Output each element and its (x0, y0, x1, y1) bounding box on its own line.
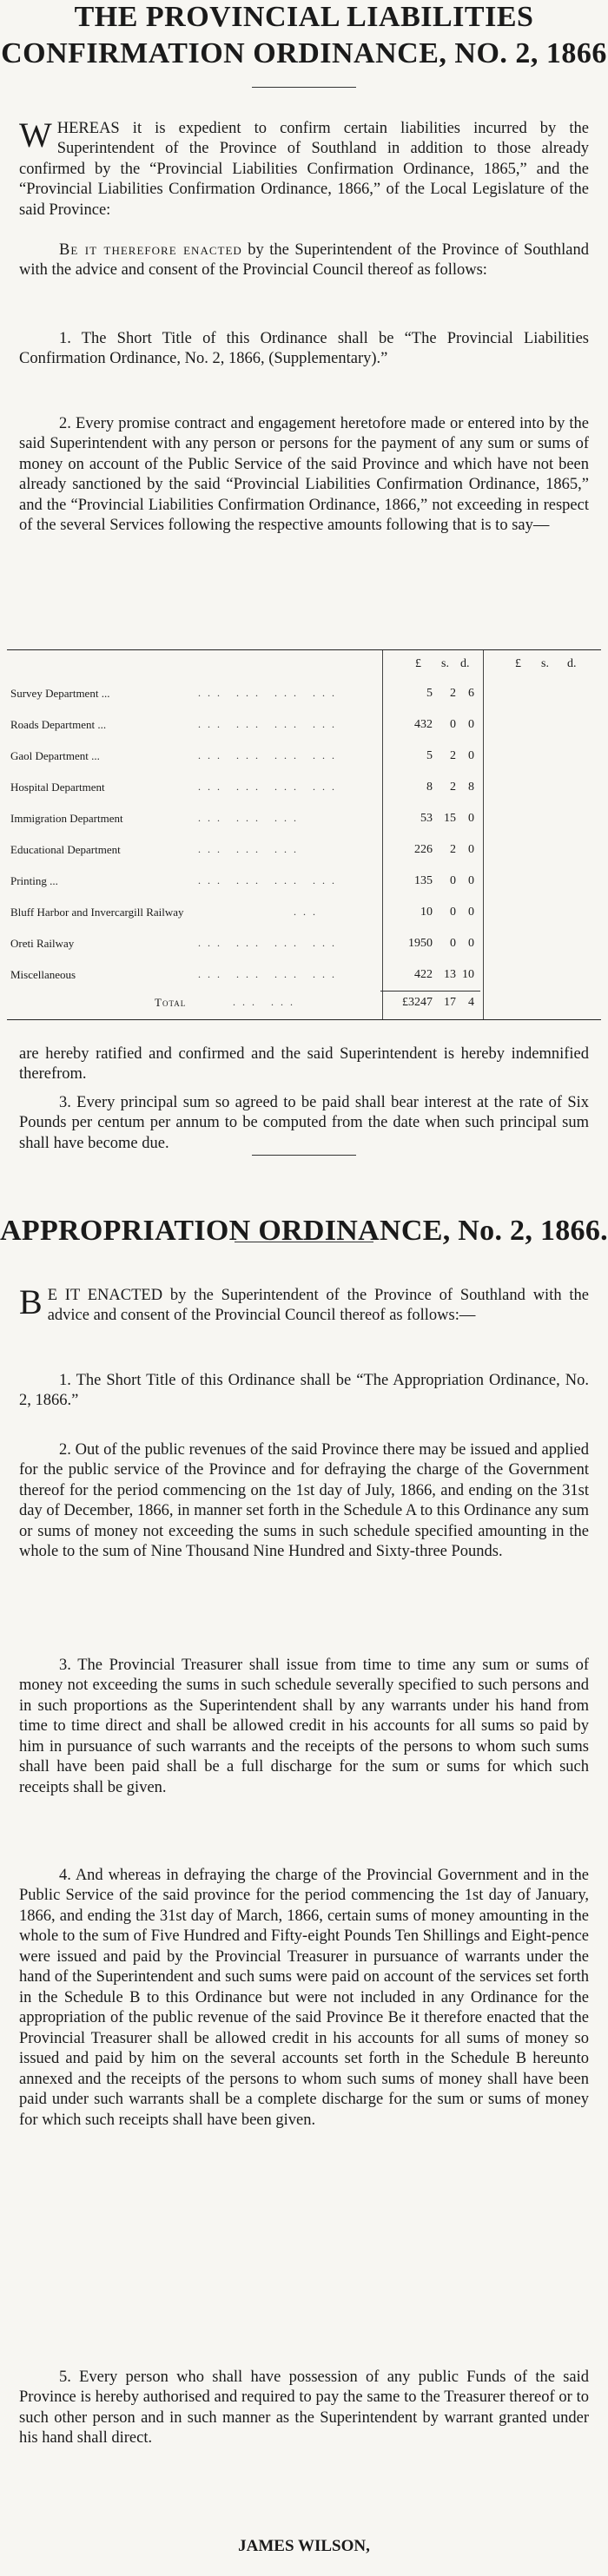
row-pence: 0 (468, 874, 474, 887)
appropriation-clause-2: 2. Out of the public revenues of the said Province there may be issued and applied for the public service of the Province and for defraying the charge of the Government thereof for the period commencing on the 1st day of July, 1866, and ending on the 31st day of December, 1866, in manner set forth in the Schedule A to this Ordinance any sum or sums of money not exceeding the sums in such schedule specified amounting in the whole to the sum of Nine Thousand Nine Hundred and Sixty-three Pounds. (19, 1440, 589, 1560)
row-label: Gaol Department ... (10, 749, 100, 762)
row-label: Survey Department ... (10, 687, 110, 700)
row-label: Immigration Department (10, 812, 123, 825)
ordinance-title-line2: CONFIRMATION ORDINANCE, NO. 2, 1866 (1, 37, 607, 69)
appropriation-clause-4: 4. And whereas in defraying the charge of the Provincial Government and in the Public Service of the said province for the period commencing the 1st day of January, 1866, and ending the 31st day of March, 1866, certain sums of money amounting in the whole to the sum of Five Hundred and Fifty-eight Pounds Ten Shillings and Eight-pence were issued and paid by the Provincial Treasurer in pursuance of warrants under the hand of the Superintendent and such sums were paid on account of the services set forth in the Schedule B to this Ordinance but were not included in any Ordinance for the appropriation of the public revenue of the said Province Be it therefore enacted that the Provincial Treasurer shall be allowed credit in his accounts for all sums of money so issued and paid by him on the several accounts set forth in the Schedule B hereunto annexed and the receipts of the persons to whom such sums of money shall have been paid under such warrants shall be a complete discharge for the sum or sums of money for which such receipts shall have been given. (19, 1866, 589, 2129)
row-pounds: 5 (426, 749, 433, 762)
row-pounds: 226 (414, 843, 433, 856)
appropriation-title: APPROPRIATION ORDINANCE, No. 2, 1866. (0, 1215, 608, 1248)
table-row (7, 874, 601, 899)
row-pounds: 422 (414, 968, 433, 981)
row-leader: ... ... ... ... (198, 781, 341, 793)
table-row (7, 718, 601, 742)
signature: JAMES WILSON, (238, 2537, 370, 2555)
header-pence: d. (460, 657, 470, 670)
appropriation-clause-1: 1. The Short Title of this Ordinance shall be “The Appropriation Ordinance, No. 2, 1866.” (19, 1371, 589, 1409)
table-row (7, 843, 601, 867)
row-pence: 0 (468, 718, 474, 731)
row-shillings: 15 (444, 812, 456, 825)
row-shillings: 2 (450, 749, 456, 762)
header-pounds: £ (415, 657, 421, 670)
row-pounds: 5 (426, 687, 433, 700)
row-label: Hospital Department (10, 781, 105, 794)
row-leader: ... ... ... ... (198, 874, 341, 886)
header-pounds-2: £ (515, 657, 521, 670)
row-pounds: 53 (420, 812, 433, 825)
row-pounds: 8 (426, 781, 433, 794)
row-pence: 0 (468, 843, 474, 856)
row-leader: ... ... ... ... (198, 687, 341, 699)
row-leader: ... ... ... ... (198, 718, 341, 730)
row-pounds: 432 (414, 718, 433, 731)
table-row (7, 812, 601, 836)
row-pounds: 10 (420, 906, 433, 919)
liabilities-schedule-table (7, 649, 601, 1020)
divider (252, 87, 356, 88)
row-label: Oreti Railway (10, 937, 75, 950)
header-pence-2: d. (567, 657, 577, 670)
enact-text: by the Superintendent of the Province of Southland with the advice and consent of the Provincial Council thereof as follows: (19, 240, 589, 279)
table-row (7, 906, 601, 930)
table-total-row (7, 996, 601, 1020)
total-rule (380, 991, 480, 992)
row-pounds: 1950 (408, 937, 433, 950)
header-shillings: s. (441, 657, 449, 670)
drop-cap: B (19, 1281, 43, 1321)
row-shillings: 0 (450, 906, 456, 919)
row-label: Miscellaneous (10, 968, 76, 981)
appropriation-enact-text: E IT ENACTED by the Superintendent of the Province of Southland with the advice and consent of the Provincial Council thereof as follows:— (47, 1286, 589, 1324)
drop-cap: W (19, 115, 52, 155)
row-pence: 0 (468, 812, 474, 825)
row-label: Roads Department ... (10, 718, 107, 731)
row-pence: 10 (462, 968, 474, 981)
ratification-paragraph: are hereby ratified and confirmed and the said Superintendent is hereby indemnified therefrom. (19, 1044, 589, 1083)
total-label: Total (155, 996, 187, 1009)
table-row (7, 749, 601, 774)
total-leader: ... ... (233, 996, 300, 1008)
row-label: Bluff Harbor and Invercargill Railway (10, 906, 184, 919)
table-row (7, 781, 601, 805)
row-pence: 0 (468, 749, 474, 762)
row-shillings: 13 (444, 968, 456, 981)
enact-smallcaps: Be it therefore enacted (59, 240, 242, 259)
preamble-paragraph (19, 115, 589, 221)
row-leader: ... ... ... ... (198, 937, 341, 949)
table-row (7, 687, 601, 711)
row-shillings: 2 (450, 687, 456, 700)
table-row (7, 937, 601, 961)
row-leader: ... ... ... ... (198, 749, 341, 761)
row-shillings: 2 (450, 843, 456, 856)
total-shillings: 17 (444, 996, 456, 1009)
row-shillings: 0 (450, 874, 456, 887)
row-leader: ... ... ... (198, 812, 303, 824)
appropriation-clause-5: 5. Every person who shall have possession of any public Funds of the said Province is hereby authorised and required to pay the same to the Treasurer thereof or to such other person and in such manner as the Superintendent by warrant granted under his hand shall direct. (19, 2368, 589, 2447)
row-pence: 0 (468, 906, 474, 919)
appropriation-enacting-clause (19, 1281, 589, 1327)
total-pounds: £3247 (402, 996, 433, 1009)
row-pence: 6 (468, 687, 474, 700)
row-shillings: 0 (450, 937, 456, 950)
clause-2: 2. Every promise contract and engagement heretofore made or entered into by the said Superintendent with any person or persons for the payment of any sum or sums of money on account of the Public Service of the said Province and which have not been already sanctioned by the said “Provincial Liabilities Confirmation Ordinance, 1865,” and the “Provincial Liabilities Confirmation Ordinance, 1866,” not exceeding in respect of the several Services following the respective amounts following that is to say— (19, 414, 589, 534)
row-leader: ... ... ... ... (198, 968, 341, 980)
header-shillings-2: s. (541, 657, 549, 670)
row-shillings: 2 (450, 781, 456, 794)
row-leader: ... (294, 906, 322, 918)
row-label: Educational Department (10, 843, 121, 856)
row-label: Printing ... (10, 874, 58, 887)
clause-1: 1. The Short Title of this Ordinance shall be “The Provincial Liabilities Confirmation Ordinance, No. 2, 1866, (Supplementary).” (19, 329, 589, 367)
row-leader: ... ... ... (198, 843, 303, 855)
clause-3: 3. Every principal sum so agreed to be paid shall bear interest at the rate of Six Pounds per centum per annum to be computed from the date when such principal sum shall have become due. (19, 1093, 589, 1152)
table-row (7, 968, 601, 992)
ordinance-title-line1: THE PROVINCIAL LIABILITIES (74, 1, 534, 33)
row-pounds: 135 (414, 874, 433, 887)
row-pence: 8 (468, 781, 474, 794)
row-shillings: 0 (450, 718, 456, 731)
divider (252, 1155, 356, 1156)
row-pence: 0 (468, 937, 474, 950)
enacting-clause (19, 240, 589, 281)
preamble-text: HEREAS it is expedient to confirm certain liabilities incurred by the Superintendent of the Province of Southland in addition to those already confirmed by the “Provincial Liabilities Confirmation Ordinance, 1865,” and the “Provincial Liabilities Confirmation Ordinance, 1866,” of the Local Legislature of the said Province: (19, 119, 589, 219)
appropriation-clause-3: 3. The Provincial Treasurer shall issue from time to time any sum or sums of money not exceeding the sums in such schedule severally specified to such persons and in such proportions as the Superintendent shall by any warrants under his hand from time to time direct and shall be allowed credit in his accounts for all sums so paid by him in pursuance of such warrants and the receipts of the persons to whom such sums shall have been paid shall be a full discharge for the sum or sums for which such receipts shall be given. (19, 1656, 589, 1796)
total-pence: 4 (468, 996, 474, 1009)
